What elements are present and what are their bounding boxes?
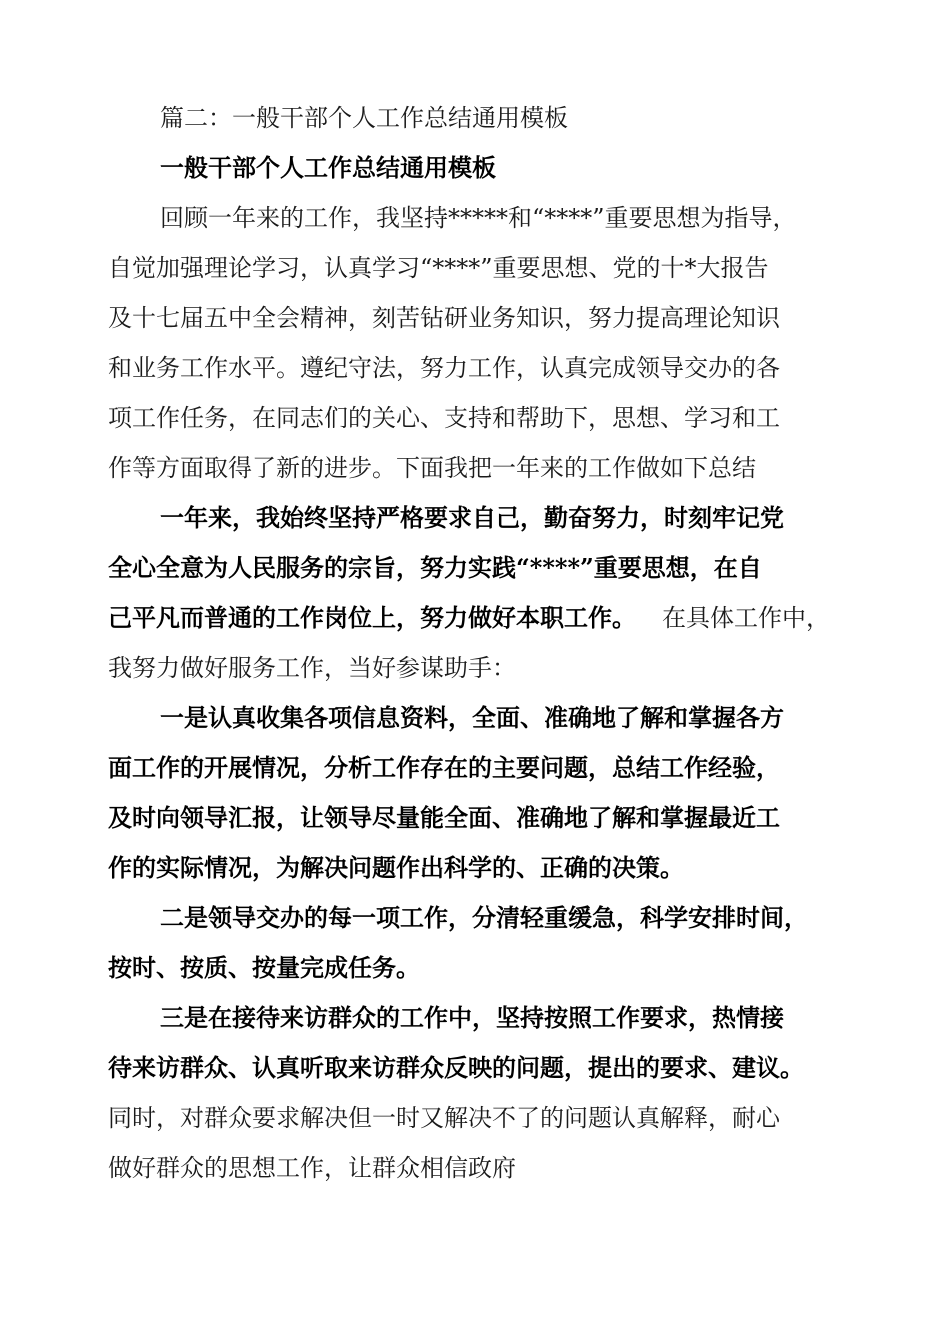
item3-line-3: 同时，对群众要求解决但一时又解决不了的问题认真解释，耐心 [108, 1104, 780, 1132]
item1-line-1: 一是认真收集各项信息资料，全面、准确地了解和掌握各方 [160, 703, 784, 732]
intro-line-5: 项工作任务，在同志们的关心、支持和帮助下，思想、学习和工 [108, 404, 780, 432]
item3-line-4: 做好群众的思想工作，让群众相信政府 [108, 1154, 516, 1182]
para2-line-3-bold: 己平凡而普通的工作岗位上，努力做好本职工作。 [108, 603, 636, 632]
item2-line-2: 按时、按质、按量完成任务。 [108, 953, 420, 982]
para2-line-3 [108, 603, 830, 633]
intro-line-6: 作等方面取得了新的进步。下面我把一年来的工作做如下总结 [108, 454, 756, 482]
document-title: 一般干部个人工作总结通用模板 [160, 153, 496, 182]
item3-line-1: 三是在接待来访群众的工作中，坚持按照工作要求，热情接 [160, 1003, 784, 1032]
item1-line-2: 面工作的开展情况，分析工作存在的主要问题，总结工作经验， [108, 753, 780, 782]
intro-line-4: 和业务工作水平。遵纪守法，努力工作，认真完成领导交办的各 [108, 354, 780, 382]
para2-line-2: 全心全意为人民服务的宗旨，努力实践“****”重要思想，在自 [108, 553, 762, 582]
para2-line-4: 我努力做好服务工作，当好参谋助手： [108, 654, 516, 682]
item1-line-3: 及时向领导汇报，让领导尽量能全面、准确地了解和掌握最近工 [108, 803, 780, 832]
intro-line-3: 及十七届五中全会精神，刻苦钻研业务知识，努力提高理论知识 [108, 304, 780, 332]
item3-line-2: 待来访群众、认真听取来访群众反映的问题，提出的要求、建议。 [108, 1053, 804, 1082]
para2-line-1: 一年来，我始终坚持严格要求自己，勤奋努力，时刻牢记党 [160, 503, 784, 532]
item1-line-4: 作的实际情况，为解决问题作出科学的、正确的决策。 [108, 853, 684, 882]
intro-line-2: 自觉加强理论学习，认真学习“****”重要思想、党的十*大报告 [108, 254, 769, 282]
para2-line-3-normal: 在具体工作中， [662, 604, 830, 632]
section-heading: 篇二：一般干部个人工作总结通用模板 [160, 104, 568, 132]
intro-line-1: 回顾一年来的工作，我坚持*****和“****”重要思想为指导， [160, 204, 797, 232]
item2-line-1: 二是领导交办的每一项工作，分清轻重缓急，科学安排时间， [160, 903, 808, 932]
